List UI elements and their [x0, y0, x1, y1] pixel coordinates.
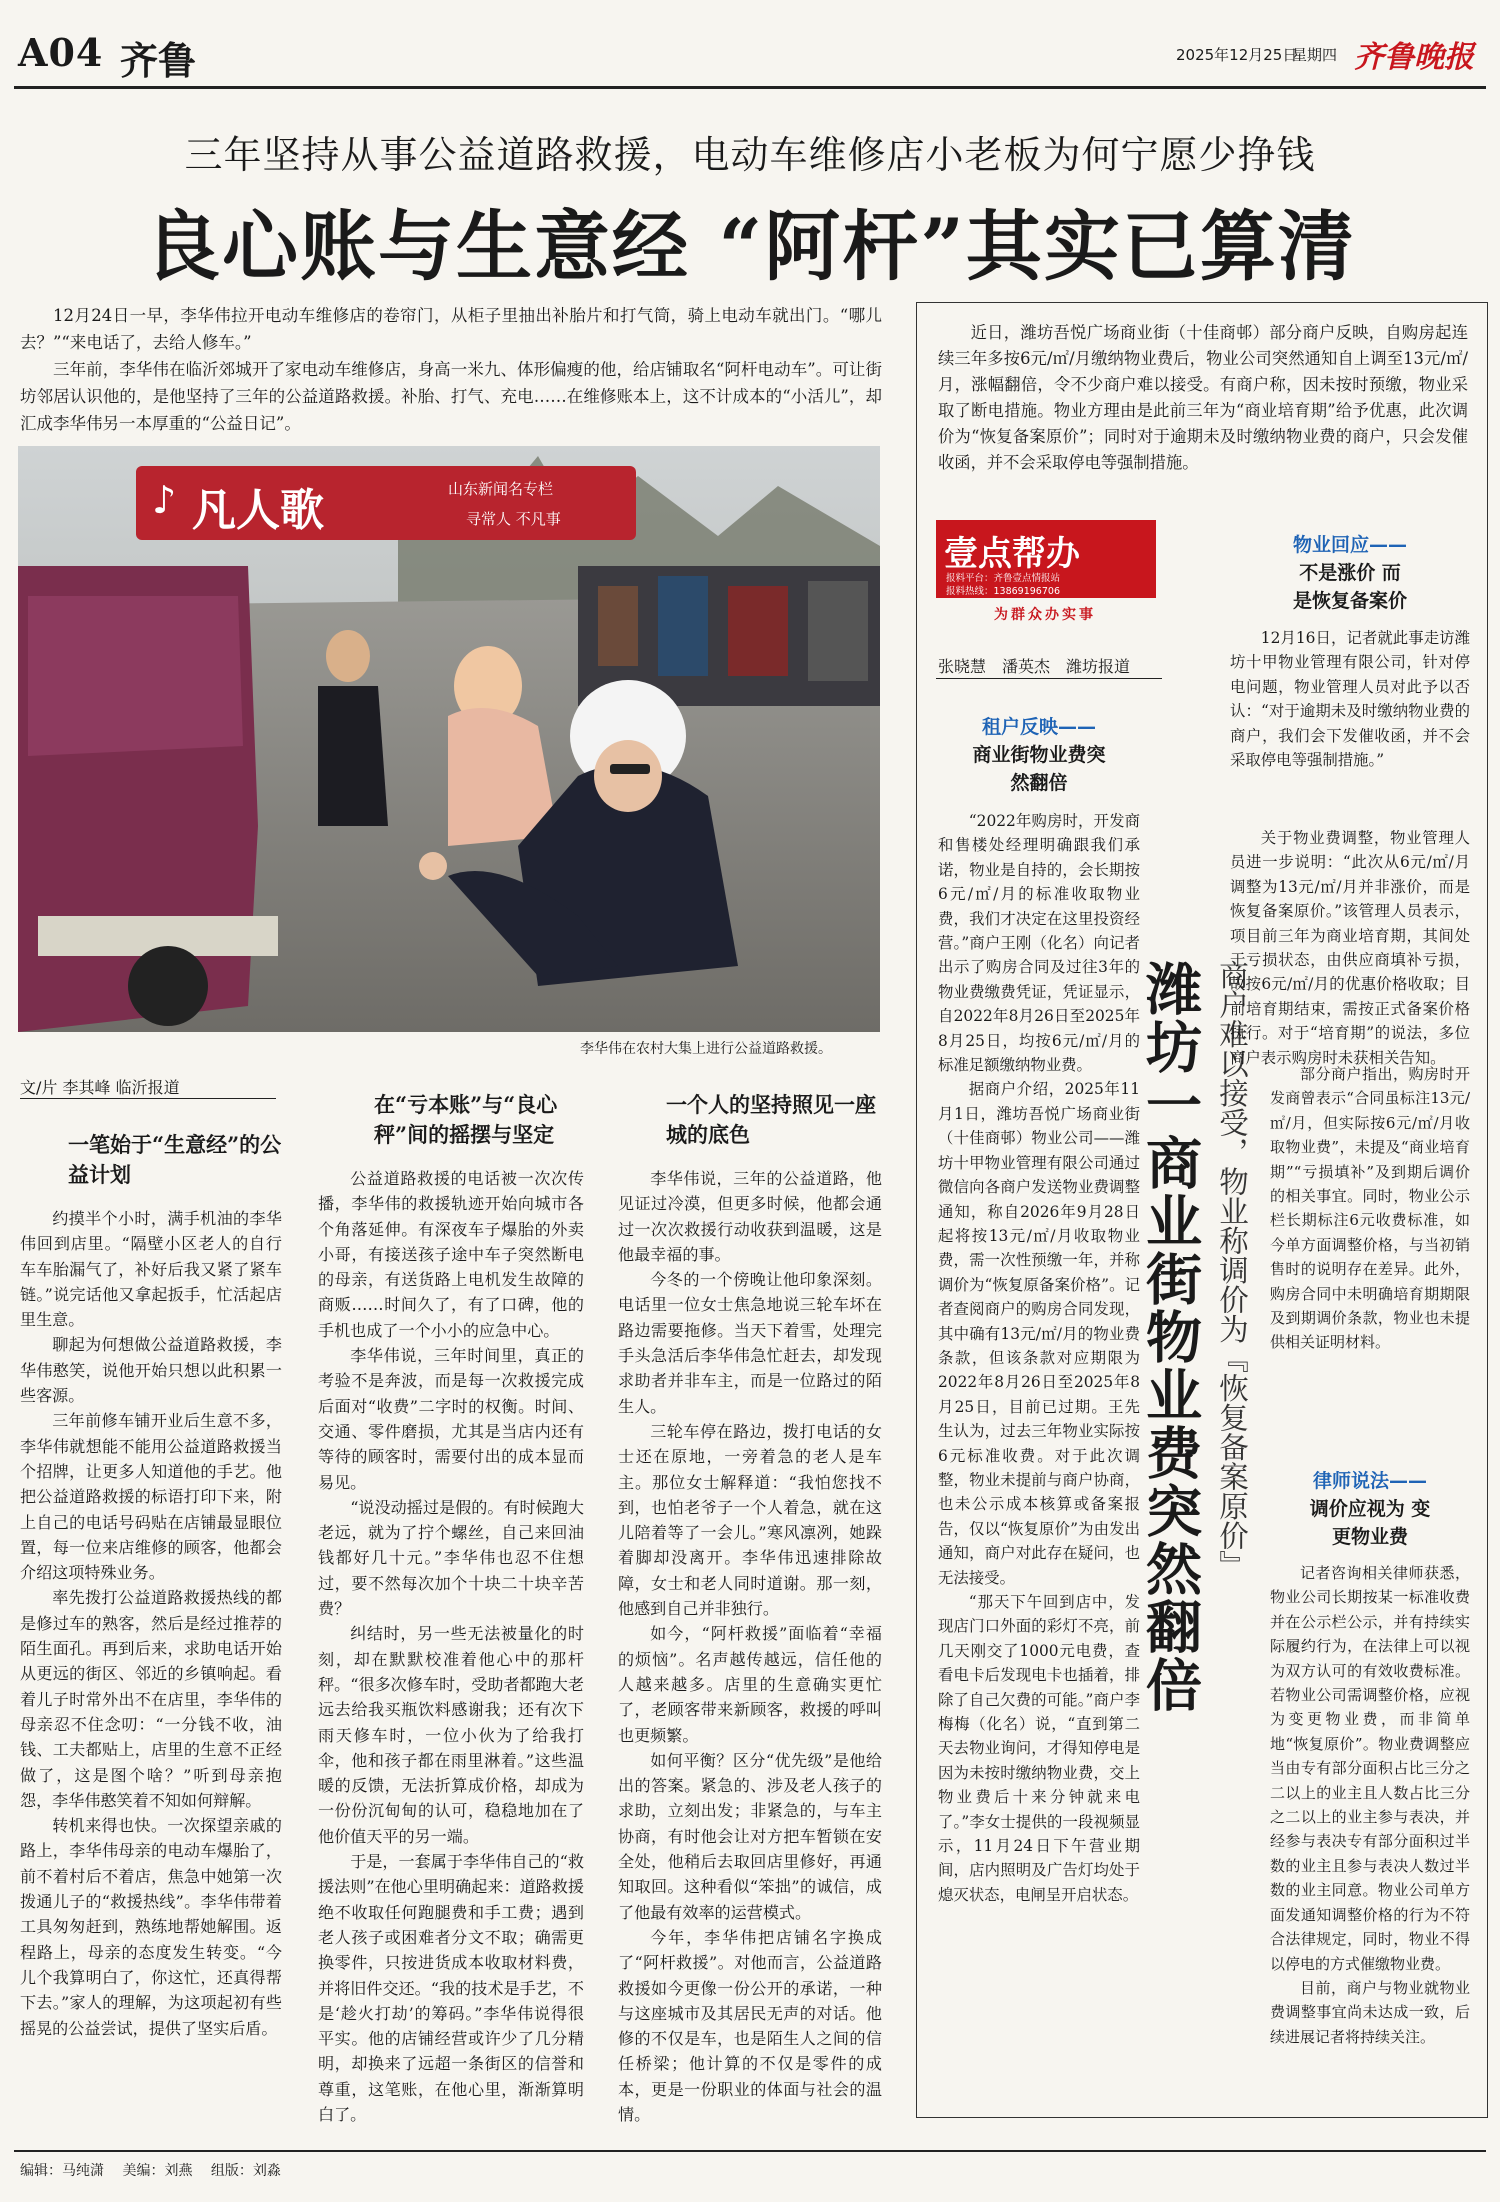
body-paragraph: 于是，一套属于李华伟自己的“救援法则”在他心里明确起来：道路救援绝不收取任何跑腿费和手工费；遇到老人孩子或困难者分文不取；确需更换零件，只按进货成本收取材料费，并将旧件交还。“我的技术是手艺，不是‘趁火打劫’的筹码。”李华伟说得很平实。他的店铺经营或许少了几分精明，却换来了远超一条街区的信誉和尊重，这笔账，在他心里，渐渐算明白了。 — [318, 1852, 584, 2124]
sidebar-brand — [936, 520, 1156, 630]
body-paragraph: 今冬的一个傍晚让他印象深刻。电话里一位女士焦急地说三轮车坏在路边需要拖修。当天下着雪，处理完手头急活后李华伟急忙赶去，却发现求助者并非车主，而是一位路过的陌生人。 — [618, 1270, 882, 1416]
body-paragraph: “2022年购房时，开发商和售楼处经理明确跟我们承诺，物业是自持的，会长期按6元/㎡/月的标准收取物业费，我们才决定在这里投资经营。”商户王刚（化名）向记者出示了购房合同及过往3年的物业费缴费凭证，凭证显示，自2022年8月26日至2025年8月25日，均按6元/㎡/月的标准足额缴纳物业费。 — [938, 812, 1140, 1075]
lead-paragraph: 三年前，李华伟在临沂郊城开了家电动车维修店，身高一米九、体形偏瘦的他，给店铺取名“阿杆电动车”。可让街坊邻居认识他的，是他坚持了三年的公益道路救援。补胎、打气、充电……在维修账本上，这不计成本的“小活儿”，却汇成李华伟另一本厚重的“公益日记”。 — [20, 360, 882, 433]
article-column-1 — [20, 1130, 282, 2041]
banner-slogan: 寻常人 不凡事 — [466, 510, 561, 528]
sidebar-byline: 张晓慧 潘英杰 潍坊报道 — [938, 657, 1131, 676]
body-paragraph: 据商户介绍，2025年11月1日，潍坊吾悦广场商业街（十佳商邨）物业公司——潍坊十甲物业管理有限公司通过微信向各商户发送物业费调整通知，称自2026年9月28日起将按13元/㎡/月收取物业费，需一次性预缴一年，并称调价为“恢复原备案价格”。记者查阅商户的购房合同发现，其中确有13元/㎡/月的物业费条款，但该条款对应期限为2022年8月26日至2025年8月25日，目前已过期。王先生认为，过去三年物业实际按6元标准收费。对于此次调整，物业未提前与商户协商，也未公示成本核算或备案报告，仅以“恢复原价”为由发出通知，商户对此存在疑问，也无法接受。 — [938, 1080, 1140, 1587]
brand-logo-box — [936, 520, 1156, 598]
section-heading: 一个人的坚持照见一座城的底色 — [666, 1092, 876, 1147]
body-paragraph: 公益道路救援的电话被一次次传播，李华伟的救援轨迹开始向城市各个角落延伸。有深夜车子爆胎的外卖小哥，有接送孩子途中车子突然断电的母亲，有送货路上电机发生故障的商贩……时间久了，有了口碑，他的手机也成了一个小小的应急中心。 — [318, 1169, 584, 1340]
body-paragraph: 关于物业费调整，物业管理人员进一步说明：“此次从6元/㎡/月调整为13元/㎡/月并非涨价，而是恢复备案原价。”该管理人员表示，项目前三年为商业培育期，其间处于亏损状态，由供应商填补亏损，故按6元/㎡/月的优惠价格收取；目前培育期结束，需按正式备案价格执行。对于“培育期”的说法，多位商户表示购房时未获相关告知。 — [1230, 829, 1470, 1067]
sidebar-vertical-title: 潍坊一商业街物业费突然翻倍 — [1137, 960, 1203, 1714]
sidebar-section-property — [1230, 530, 1470, 627]
footer-rule — [14, 2150, 1486, 2152]
article-headline: 良心账与生意经 “阿杆”其实已算清 — [144, 202, 1356, 291]
brand-slogan: 为群众办实事 — [994, 607, 1096, 623]
lead-paragraph: 12月24日一早，李华伟拉开电动车维修店的卷帘门，从柜子里抽出补胎片和打气筒，骑上电动车就出门。“哪儿去？”“来电话了，去给人修车。” — [20, 306, 882, 352]
body-paragraph: 如今，“阿杆救援”面临着“幸福的烦恼”。名声越传越远，信任他的人越来越多。店里的生意确实更忙了，老顾客带来新顾客，救援的呼叫也更频繁。 — [618, 1624, 882, 1745]
feature-photo — [18, 446, 880, 1032]
header-rule — [14, 86, 1486, 89]
footer-layout: 组版：刘淼 — [210, 2163, 281, 2179]
body-paragraph: “说没动摇过是假的。有时候跑大老远，就为了拧个螺丝，自己来回油钱都好几十元。”李华伟也忍不住想过，要不然每次加个十块二十块辛苦费？ — [318, 1497, 584, 1619]
sidebar-property-body-bottom — [1270, 1062, 1470, 1355]
column-banner — [136, 466, 636, 540]
body-paragraph: 三年前修车铺开业后生意不多，李华伟就想能不能用公益道路救援当个招牌，让更多人知道他的手艺。他把公益道路救援的标语打印下来，附上自己的电话号码贴在店铺最显眼位置，每一位来店维修的顾客，他都会介绍这项特殊业务。 — [20, 1411, 282, 1583]
page-footer — [20, 2160, 281, 2180]
issue-date: 2025年12月25日 — [1176, 46, 1298, 64]
body-paragraph: 率先拨打公益道路救援热线的都是修过车的熟客，然后是经过推荐的陌生面孔。再到后来，求助电话开始从更远的街区、邻近的乡镇响起。看着儿子时常外出不在店里，李华伟的母亲忍不住念叨：“一分钱不收，油钱、工夫都贴上，店里的生意不正经做了，这是图个啥？”听到母亲抱怨，李华伟憨笑着不知如何辩解。 — [20, 1588, 282, 1810]
sidebar-vertical-subtitle: 商户难以接受，物业称调价为『恢复备案原价』 — [1215, 960, 1249, 1580]
body-paragraph: 三轮车停在路边，拨打电话的女士还在原地，一旁着急的老人是车主。那位女士解释道：“我怕您找不到，也怕老爷子一个人着急，就在这儿陪着等了一会儿。”寒风凛冽，她跺着脚却没离开。李华伟迅速排除故障，女士和老人同时道谢。那一刻，他感到自己并非独行。 — [618, 1421, 882, 1619]
footer-designer: 美编：刘燕 — [122, 2163, 193, 2179]
body-paragraph: 聊起为何想做公益道路救援，李华伟憨笑，说他开始只想以此积累一些客源。 — [20, 1335, 282, 1406]
article-lead — [20, 302, 882, 437]
section-name: 齐鲁 — [120, 38, 197, 83]
issue-weekday: 星期四 — [1292, 46, 1338, 64]
body-paragraph: 12月16日，记者就此事走访潍坊十甲物业管理有限公司，针对停电问题，物业管理人员对此予以否认：“对于逾期未及时缴纳物业费的商户，我们会下发催收函，并不会采取停电等强制措施。” — [1230, 629, 1470, 770]
sidebar-section-tenant — [938, 712, 1140, 1907]
page-code: A04 — [18, 30, 104, 75]
section-heading: 调价应视为 变更物业费 — [1309, 1498, 1431, 1548]
sidebar-intro — [938, 320, 1468, 476]
music-note-icon: ♪ — [152, 478, 177, 522]
sidebar-section-lawyer — [1270, 1466, 1470, 2049]
section-heading: 在“亏本账”与“良心秤”间的摇摆与坚定 — [374, 1092, 558, 1147]
body-paragraph: 目前，商户与物业就物业费调整事宜尚未达成一致，后续进展记者将持续关注。 — [1270, 1978, 1470, 2046]
banner-title: 凡人歌 — [192, 485, 324, 536]
article-byline: 文/片 李其峰 临沂报道 — [20, 1078, 180, 1097]
footer-editor: 编辑：马纯潇 — [20, 2163, 104, 2179]
body-paragraph: 记者咨询相关律师获悉，物业公司长期按某一标准收费并在公示栏公示，并有持续实际履约行为，在法律上可以视为双方认可的有效收费标准。若物业公司需调整价格，应视为变更物业费，而非简单地“恢复原价”。物业费调整应当由专有部分面积占比三分之二以上的业主且人数占比三分之二以上的业主参与表决，并经参与表决专有部分面积过半数的业主且参与表决人数过半数的业主同意。物业公司单方面发通知调整价格的行为不符合法律规定，同时，物业不得以停电的方式催缴物业费。 — [1270, 1564, 1470, 1973]
body-paragraph: 纠结时，另一些无法被量化的时刻，却在默默校准着他心中的那杆秤。“很多次修车时，受助者都跑大老远去给我买瓶饮料感谢我；还有次下雨天修车时，一位小伙为了给我打伞，他和孩子都在雨里淋着。”这些温暖的反馈，无法折算成价格，却成为一份份沉甸甸的认可，稳稳地加在了他价值天平的另一端。 — [318, 1624, 584, 1846]
section-heading: 一笔始于“生意经”的公益计划 — [68, 1132, 282, 1187]
section-kicker: 物业回应—— — [1292, 534, 1407, 556]
body-paragraph: “那天下午回到店中，发现店门口外面的彩灯不亮，前几天刚交了1000元电费，查看电卡后发现电卡也插着，排除了自己欠费的可能。”商户李梅梅（化名）说，“直到第二天去物业询问，才得知停电是因为未按时缴纳物业费，交上物业费后十来分钟就来电了。”李女士提供的一段视频显示，11月24日下午营业期间，店内照明及广告灯均处于熄灭状态，电闸呈开启状态。 — [938, 1593, 1140, 1904]
body-paragraph: 李华伟说，三年时间里，真正的考验不是奔波，而是每一次救援完成后面对“收费”二字时的权衡。时间、交通、零件磨损，尤其是当店内还有等待的顾客时，需要付出的成本显而易见。 — [318, 1346, 584, 1492]
section-kicker: 租户反映—— — [981, 716, 1096, 738]
body-paragraph: 今年，李华伟把店铺名字换成了“阿杆救援”。对他而言，公益道路救援如今更像一份公开的承诺，一种与这座城市及其居民无声的对话。他修的不仅是车，也是陌生人之间的信任桥梁；他计算的不仅是零件的成本，更是一份职业的体面与社会的温情。 — [618, 1927, 882, 2124]
masthead-logo: 齐鲁晚报 — [1354, 40, 1474, 75]
sidebar-property-body-top — [1230, 626, 1470, 772]
intro-paragraph: 近日，潍坊吾悦广场商业街（十佳商邨）部分商户反映，自购房起连续三年多按6元/㎡/月缴纳物业费后，物业公司突然通知自上调至13元/㎡/月，涨幅翻倍，令不少商户难以接受。有商户称，因未按时预缴，物业采取了断电措施。物业方理由是此前三年为“商业培育期”给予优惠，此次调价为“恢复备案原价”；同时对于逾期未及时缴纳物业费的商户，只会发催收函，并不会采取停电等强制措施。 — [938, 323, 1468, 472]
body-paragraph: 李华伟说，三年的公益道路，他见证过冷漠，但更多时候，他都会通过一次次救援行动收获到温暖，这是他最幸福的事。 — [618, 1169, 882, 1264]
photo-caption: 李华伟在农村大集上进行公益道路救援。 — [580, 1041, 832, 1057]
brand-line-1: 报料平台：齐鲁壹点情报站 — [946, 573, 1061, 584]
sidebar-property-body-middle — [1230, 826, 1470, 1070]
body-paragraph: 部分商户指出，购房时开发商曾表示“合同虽标注13元/㎡/月，但实际按6元/㎡/月收取物业费”，未提及“商业培育期”“亏损填补”及到期后调价的相关事宜。同时，物业公示栏长期标注6元收费标准，如今单方面调整价格，与当初销售时的说明存在差异。此外，购房合同中未明确培育期期限及到期调价条款，物业也未提供相关证明材料。 — [1270, 1065, 1470, 1352]
banner-column: 山东新闻名专栏 — [448, 480, 554, 498]
article-deck: 三年坚持从事公益道路救援，电动车维修店小老板为何宁愿少挣钱 — [184, 133, 1316, 177]
brand-logo: 壹点帮办 — [944, 534, 1080, 574]
sidebar-byline-rule — [936, 678, 1162, 679]
body-paragraph: 如何平衡？区分“优先级”是他给出的答案。紧急的、涉及老人孩子的求助，立刻出发；非紧急的，与车主协商，有时他会让对方把车暂锁在安全处，他稍后去取回店里修好，再通知取回。这种看似“笨拙”的诚信，成了他最有效率的运营模式。 — [618, 1750, 882, 1922]
byline-rule — [20, 1098, 276, 1099]
page-header — [14, 20, 1486, 84]
section-kicker: 律师说法—— — [1312, 1470, 1427, 1492]
body-paragraph: 约摸半个小时，满手机油的李华伟回到店里。“隔壁小区老人的自行车车胎漏气了，补好后我又紧了紧车链。”说完话他又拿起扳手，忙活起店里生意。 — [20, 1209, 282, 1330]
section-heading: 商业街物业费突然翻倍 — [972, 744, 1106, 794]
article-column-3 — [618, 1090, 882, 2127]
section-heading: 不是涨价 而是恢复备案价 — [1292, 562, 1407, 612]
brand-line-2: 报料热线：13869196706 — [946, 586, 1060, 597]
article-column-2 — [318, 1090, 584, 2127]
body-paragraph: 转机来得也快。一次探望亲戚的路上，李华伟母亲的电动车爆胎了，前不着村后不着店，焦急中她第一次拨通儿子的“救援热线”。李华伟带着工具匆匆赶到，熟练地帮她解围。返程路上，母亲的态度发生转变。“今儿个我算明白了，你这忙，还真得帮下去。”家人的理解，为这项起初有些摇晃的公益尝试，提供了坚实后盾。 — [20, 1816, 282, 2038]
